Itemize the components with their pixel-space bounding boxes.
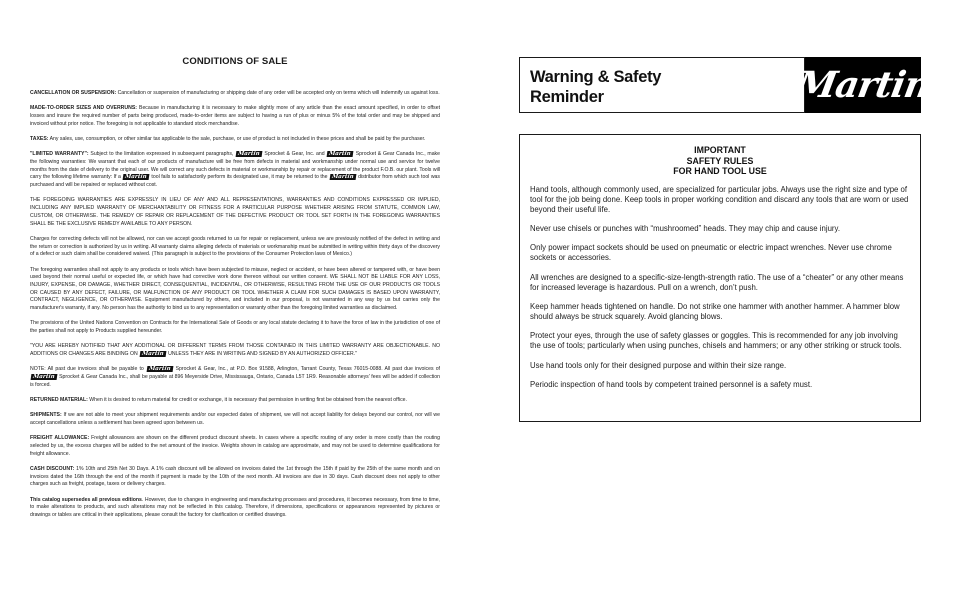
rule-item: Only power impact sockets should be used on pneumatic or electric impact wrenches. Never use chrome sockets or accessories. — [530, 243, 892, 263]
para-limited-warranty: "LIMITED WARRANTY": Subject to the limitation expressed in subsequent paragraphs, Martin Sprocket & Gear, Inc. and Martin Sprocket & Gear Canada Inc., make the following warranties: We warrant that each of our products of manufacture will be free from defects in material and workmanship under normal use and service for twelve months from the date of delivery to the original user. We will correct any such defects in material or workmanship by repair or replacement of the product F.O.B. our plant. Tools will carry the following lifetime warranty: If a Martin tool fails to satisfactorily perform its designated use, it may be returned to the Martin distributor from which such tool was purchased and will be repaired or replaced without cost. — [30, 151, 440, 189]
para-returned-material: RETURNED MATERIAL: When it is desired to return material for credit or exchange, it is necessary that permission in writing first be obtained from the nearest office. — [30, 397, 407, 404]
martin-logo-inline: Martin — [148, 366, 171, 373]
para-warranty-disclaimer: THE FOREGOING WARRANTIES ARE EXPRESSLY IN LIEU OF ANY AND ALL REPRESENTATIONS, WARRANTIES AND CONDITIONS EXPRESSED OR IMPLIED, INCLUDING ANY IMPLIED WARRANTY OF MERCHANTABILITY OR FITNESS FOR A PARTICULAR PURPOSE WHETHER ARISING FROM STATUTE, COMMON LAW, CUSTOM, OR OTHERWISE. THE REMEDY OF REPAIR OR REPLACEMENT OF THE DEFECTIVE PRODUCT OR TOOL SET FORTH IN THE FOREGOING WARRANTIES SHALL BE THE EXCLUSIVE REMEDY AVAILABLE TO ANY PERSON. — [30, 197, 440, 227]
para-cash-discount: CASH DISCOUNT: 1% 10th and 25th Net 30 Days. A 1% cash discount will be allowed on invoices dated the 1st through the 15th if paid by the 25th of the same month and on invoices dated the 16th through the end of the month if payment is made by the 10th of the next month. All invoices are due in 30 days. Cash discount does not apply to other charges such as freight, postage, taxes or delivery charges. — [30, 466, 440, 488]
warning-title — [530, 67, 661, 107]
rule-item: Keep hammer heads tightened on handle. Do not strike one hammer with another hammer. A hammer blow should always be struck squarely. Avoid glancing blows. — [530, 302, 900, 321]
conditions-title: CONDITIONS OF SALE — [182, 56, 288, 67]
martin-logo-inline: Martin — [237, 151, 261, 158]
para-freight-allowance: FREIGHT ALLOWANCE: Freight allowances are shown on the different product discount sheets. In cases where a specific routing of any order is more costly than the routing selected by us, the excess charges will be added to the net amount of the invoice. Weights shown in catalog are approximate, and may not be used to determine qualifications for freight allowance. — [30, 435, 440, 457]
martin-logo-inline: Martin — [328, 151, 352, 158]
para-warranty-exclusions: The foregoing warranties shall not apply to any products or tools which have been subjected to misuse, neglect or accident, or have been altered or tampered with, or have been used beyond their normal useful or expected life, or which have had corrective work done thereon without our written consent. WE SHALL NOT BE LIABLE FOR ANY LOSS, INJURY, EXPENSE, OR DAMAGE, WHETHER DIRECT, CONSEQUENTIAL, INCIDENTAL, OR OTHERWISE, RESULTING FROM THE USE OF OUR PRODUCTS OR TOOLS OR CAUSED BY ANY DEFECT, FAILURE, OR MALFUNCTION OF ANY PRODUCT OR TOOL WHETHER A CLAIM FOR SUCH DAMAGES IS BASED UPON WARRANTY, CONTRACT, NEGLIGENCE, OR OTHERWISE. Equipment manufactured by others, and included in our proposal, is not warranted in any way by us but carries only the manufacturer's warranty, if any. No person has the authority to bind us to any representation or warranty other than the foregoing limited warranties as disclaimed. — [30, 266, 440, 312]
rule-item: Use hand tools only for their designed purpose and within their size range. — [530, 360, 787, 370]
para-catalog-supersedes: This catalog supersedes all previous editions. However, due to changes in engineering and manufacturing processes and procedures, it becomes necessary, from time to time, to make alterations to products, and such alterations may not be reflected in this catalog. Therefore, if dimensions, specifications or appearances represented by pictures or drawings or tables are critical in their applications, please consult the factory for clarification or certified drawings. — [30, 496, 440, 519]
rule-item: Never use chisels or punches with “mushroomed” heads. They may chip and cause injury. — [530, 224, 841, 233]
martin-logo-inline: Martin — [32, 374, 55, 381]
martin-logo — [792, 57, 934, 113]
para-correcting-defects: Charges for correcting defects will not be allowed, nor can we accept goods returned to us for repair or replacement, unless we are previously notified of the defect in writing and the return or correction is authorized by us in writing. All warranty claims alleging defects of materials or workmanship must be submitted in writing within thirty days of the discovery of a defect or such claim shall be considered waived. (This paragraph is subject to the provisions of the Consumer Protection laws of Mexico.) — [30, 235, 440, 258]
heading-line-hand-tool-use: FOR HAND TOOL USE — [673, 166, 767, 177]
para-notice-terms: "YOU ARE HEREBY NOTIFIED THAT ANY ADDITIONAL OR DIFFERENT TERMS FROM THOSE CONTAINED IN THIS LIMITED WARRANTY ARE OBJECTIONABLE. NO ADDITIONS OR CHANGES ARE BINDING ON Martin UNLESS THEY ARE IN WRITING AND SIGNED BY AN AUTHORIZED OFFICER." — [30, 343, 440, 358]
heading-line-safety-rules: SAFETY RULES — [686, 155, 754, 166]
warning-title-line1: Warning & Safety — [530, 68, 662, 86]
rule-item: Protect your eyes, through the use of safety glasses or goggles. This is recommended for any job involving the use of tools; particularly when using punches, chisels and hammers; or any other striking or struck tools. — [530, 331, 902, 351]
martin-logo-inline: Martin — [331, 174, 354, 181]
para-shipments: SHIPMENTS: If we are not able to meet your shipment requirements and/or our expected dates of shipment, we will not accept liability for delays beyond our control, nor will we accept cancellations unless a settlement has been agreed upon between us. — [30, 412, 440, 427]
warning-title-line2: Reminder — [530, 88, 604, 106]
rule-item: Periodic inspection of hand tools by competent trained personnel is a safety must. — [530, 380, 813, 390]
rule-item: Hand tools, although commonly used, are specialized for particular jobs. Always use the right size and type of tool for the job being done. Keep tools in proper working condition and discard any tools that are worn or used beyond their useful life. — [530, 184, 909, 214]
para-un-convention: The provisions of the United Nations Convention on Contracts for the International Sale of Goods or any local statute declaring it to have the force of law in the jurisdiction of one of the parties shall not apply to Products supplied hereunder. — [30, 320, 440, 335]
safety-rules-box — [519, 134, 921, 422]
martin-logo-inline: Martin — [124, 174, 148, 181]
para-made-to-order: MADE-TO-ORDER SIZES AND OVERRUNS: Because in manufacturing it is necessary to make slightly more of any article than the exact amount specified, in order to offset losses and insure the required number of parts being produced, made-to-order items are subject to having a run of plus or minus 5% of the total order and may be shipped and invoiced without prior notice. The foregoing is not applicable to standard stock merchandise. — [30, 105, 440, 127]
para-cancellation: CANCELLATION OR SUSPENSION: Cancellation or suspension of manufacturing or shipping date of any order will be accepted only on terms which will indemnify us against loss. — [30, 90, 440, 96]
rule-item: All wrenches are designed to a specific-size-length-strength ratio. The use of a “cheater” or any other means for increased leverage is hazardous. Pull on a wrench, don’t push. — [530, 272, 904, 292]
para-taxes: TAXES: Any sales, use, consumption, or other similar tax applicable to the sale, purchase, or use of product is not included in these prices and shall be paid by the purchaser. — [30, 136, 426, 142]
para-past-due-note: NOTE: All past due invoices shall be payable to Martin Sprocket & Gear, Inc., at P.O. Box 91588, Arlington, Tarrant County, Texas 76015-0088. All past due invoices of Martin Sprocket & Gear Canada Inc., shall be payable at 896 Meyerside Drive, Mississauga, Ontario, Canada L5T 1R9. Reasonable attorneys' fees will be added if collection is forced. — [30, 366, 440, 388]
warning-title-box — [519, 57, 805, 113]
safety-rules-heading — [530, 145, 910, 177]
heading-line-important: IMPORTANT — [694, 145, 746, 155]
martin-logo-inline: Martin — [141, 351, 165, 358]
conditions-of-sale — [30, 56, 440, 527]
martin-logo-text: Martin — [792, 64, 934, 106]
